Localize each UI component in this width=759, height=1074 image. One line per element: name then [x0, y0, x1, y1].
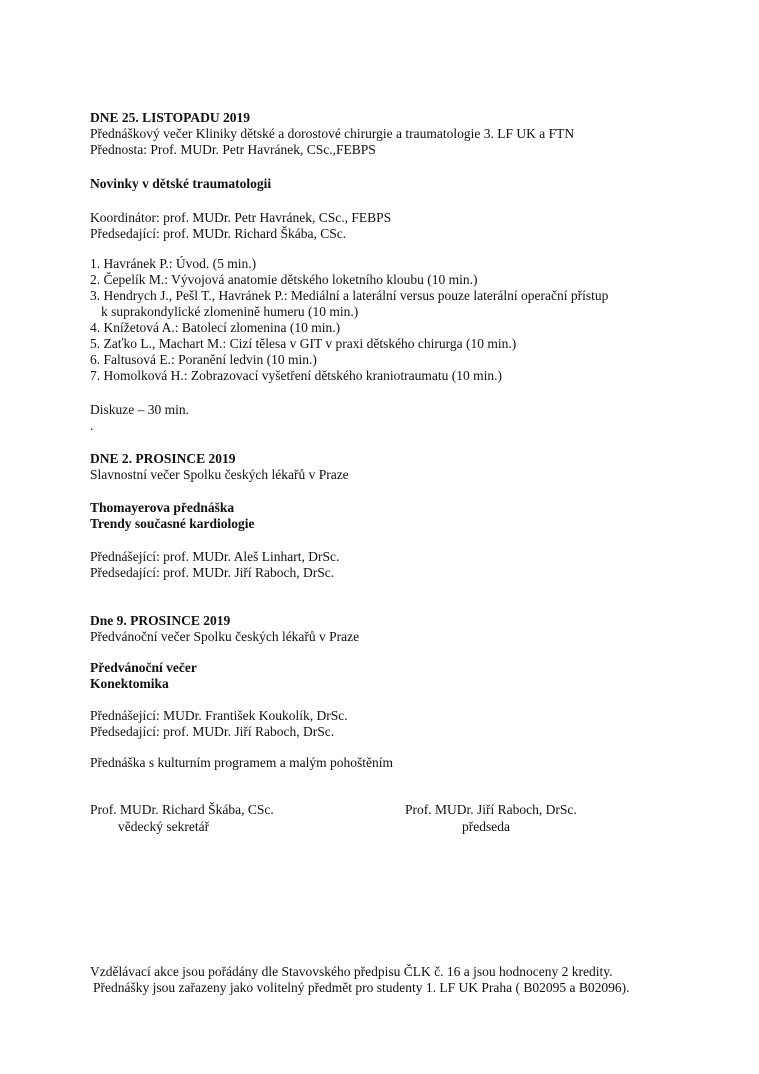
event3-topic: Konektomika [90, 676, 169, 691]
signature-left-role: vědecký sekretář [118, 819, 210, 834]
signature-left-name: Prof. MUDr. Richard Škába, CSc. [90, 802, 274, 817]
event1-talk-2: 2. Čepelík M.: Vývojová anatomie dětského loketního kloubu (10 min.) [90, 272, 478, 287]
event2-subtitle: Slavnostní večer Spolku českých lékařů v Praze [90, 467, 349, 482]
event3-date: Dne 9. PROSINCE 2019 [90, 613, 231, 628]
event2-topic: Trendy současné kardiologie [90, 516, 255, 531]
event2-chair: Předsedající: prof. MUDr. Jiří Raboch, DrSc. [90, 565, 335, 580]
event1-talk-5: 5. Zaťko L., Machart M.: Cizí tělesa v GIT v praxi dětského chirurga (10 min.) [90, 336, 517, 351]
event3-note: Přednáška s kulturním programem a malým pohoštěním [90, 755, 393, 770]
event1-talk-3-cont: k suprakondylické zlomenině humeru (10 min.) [101, 304, 359, 319]
signature-right-name: Prof. MUDr. Jiří Raboch, DrSc. [405, 802, 577, 817]
signature-right-role: předseda [462, 819, 510, 834]
event1-dot: . [90, 418, 94, 433]
event3-chair: Předsedající: prof. MUDr. Jiří Raboch, DrSc. [90, 724, 335, 739]
footer-line-1: Vzdělávací akce jsou pořádány dle Stavovského předpisu ČLK č. 16 a jsou hodnoceny 2 kredity. [90, 964, 613, 979]
event2-date: DNE 2. PROSINCE 2019 [90, 451, 236, 466]
event2-lecture-title: Thomayerova přednáška [90, 500, 235, 515]
event1-talk-7: 7. Homolková H.: Zobrazovací vyšetření dětského kraniotraumatu (10 min.) [90, 368, 503, 383]
event3-speaker: Přednášející: MUDr. František Koukolík, DrSc. [90, 708, 348, 723]
event1-talk-6: 6. Faltusová E.: Poranění ledvin (10 min.) [90, 352, 317, 367]
event1-talk-3: 3. Hendrych J., Pešl T., Havránek P.: Mediální a laterální versus pouze laterální operační přístup [90, 288, 609, 303]
event3-lecture-title: Předvánoční večer [90, 660, 197, 675]
event1-talk-4: 4. Knížetová A.: Batolecí zlomenina (10 min.) [90, 320, 341, 335]
event1-talk-1: 1. Havránek P.: Úvod. (5 min.) [90, 256, 257, 271]
event1-coordinator: Koordinátor: prof. MUDr. Petr Havránek, CSc., FEBPS [90, 210, 392, 225]
event1-date: DNE 25. LISTOPADU 2019 [90, 110, 251, 125]
footer-line-2: Přednášky jsou zařazeny jako volitelný předmět pro studenty 1. LF UK Praha ( B02095 a B02096). [93, 980, 630, 995]
event1-subtitle: Přednáškový večer Kliniky dětské a dorostové chirurgie a traumatologie 3. LF UK a FTN [90, 126, 575, 141]
event1-head: Přednosta: Prof. MUDr. Petr Havránek, CSc.,FEBPS [90, 142, 376, 157]
event2-speaker: Přednášející: prof. MUDr. Aleš Linhart, DrSc. [90, 549, 340, 564]
event1-discussion: Diskuze – 30 min. [90, 402, 189, 417]
event1-topic: Novinky v dětské traumatologii [90, 176, 272, 191]
event1-chair: Předsedající: prof. MUDr. Richard Škába, CSc. [90, 226, 347, 241]
event3-subtitle: Předvánoční večer Spolku českých lékařů v Praze [90, 629, 360, 644]
